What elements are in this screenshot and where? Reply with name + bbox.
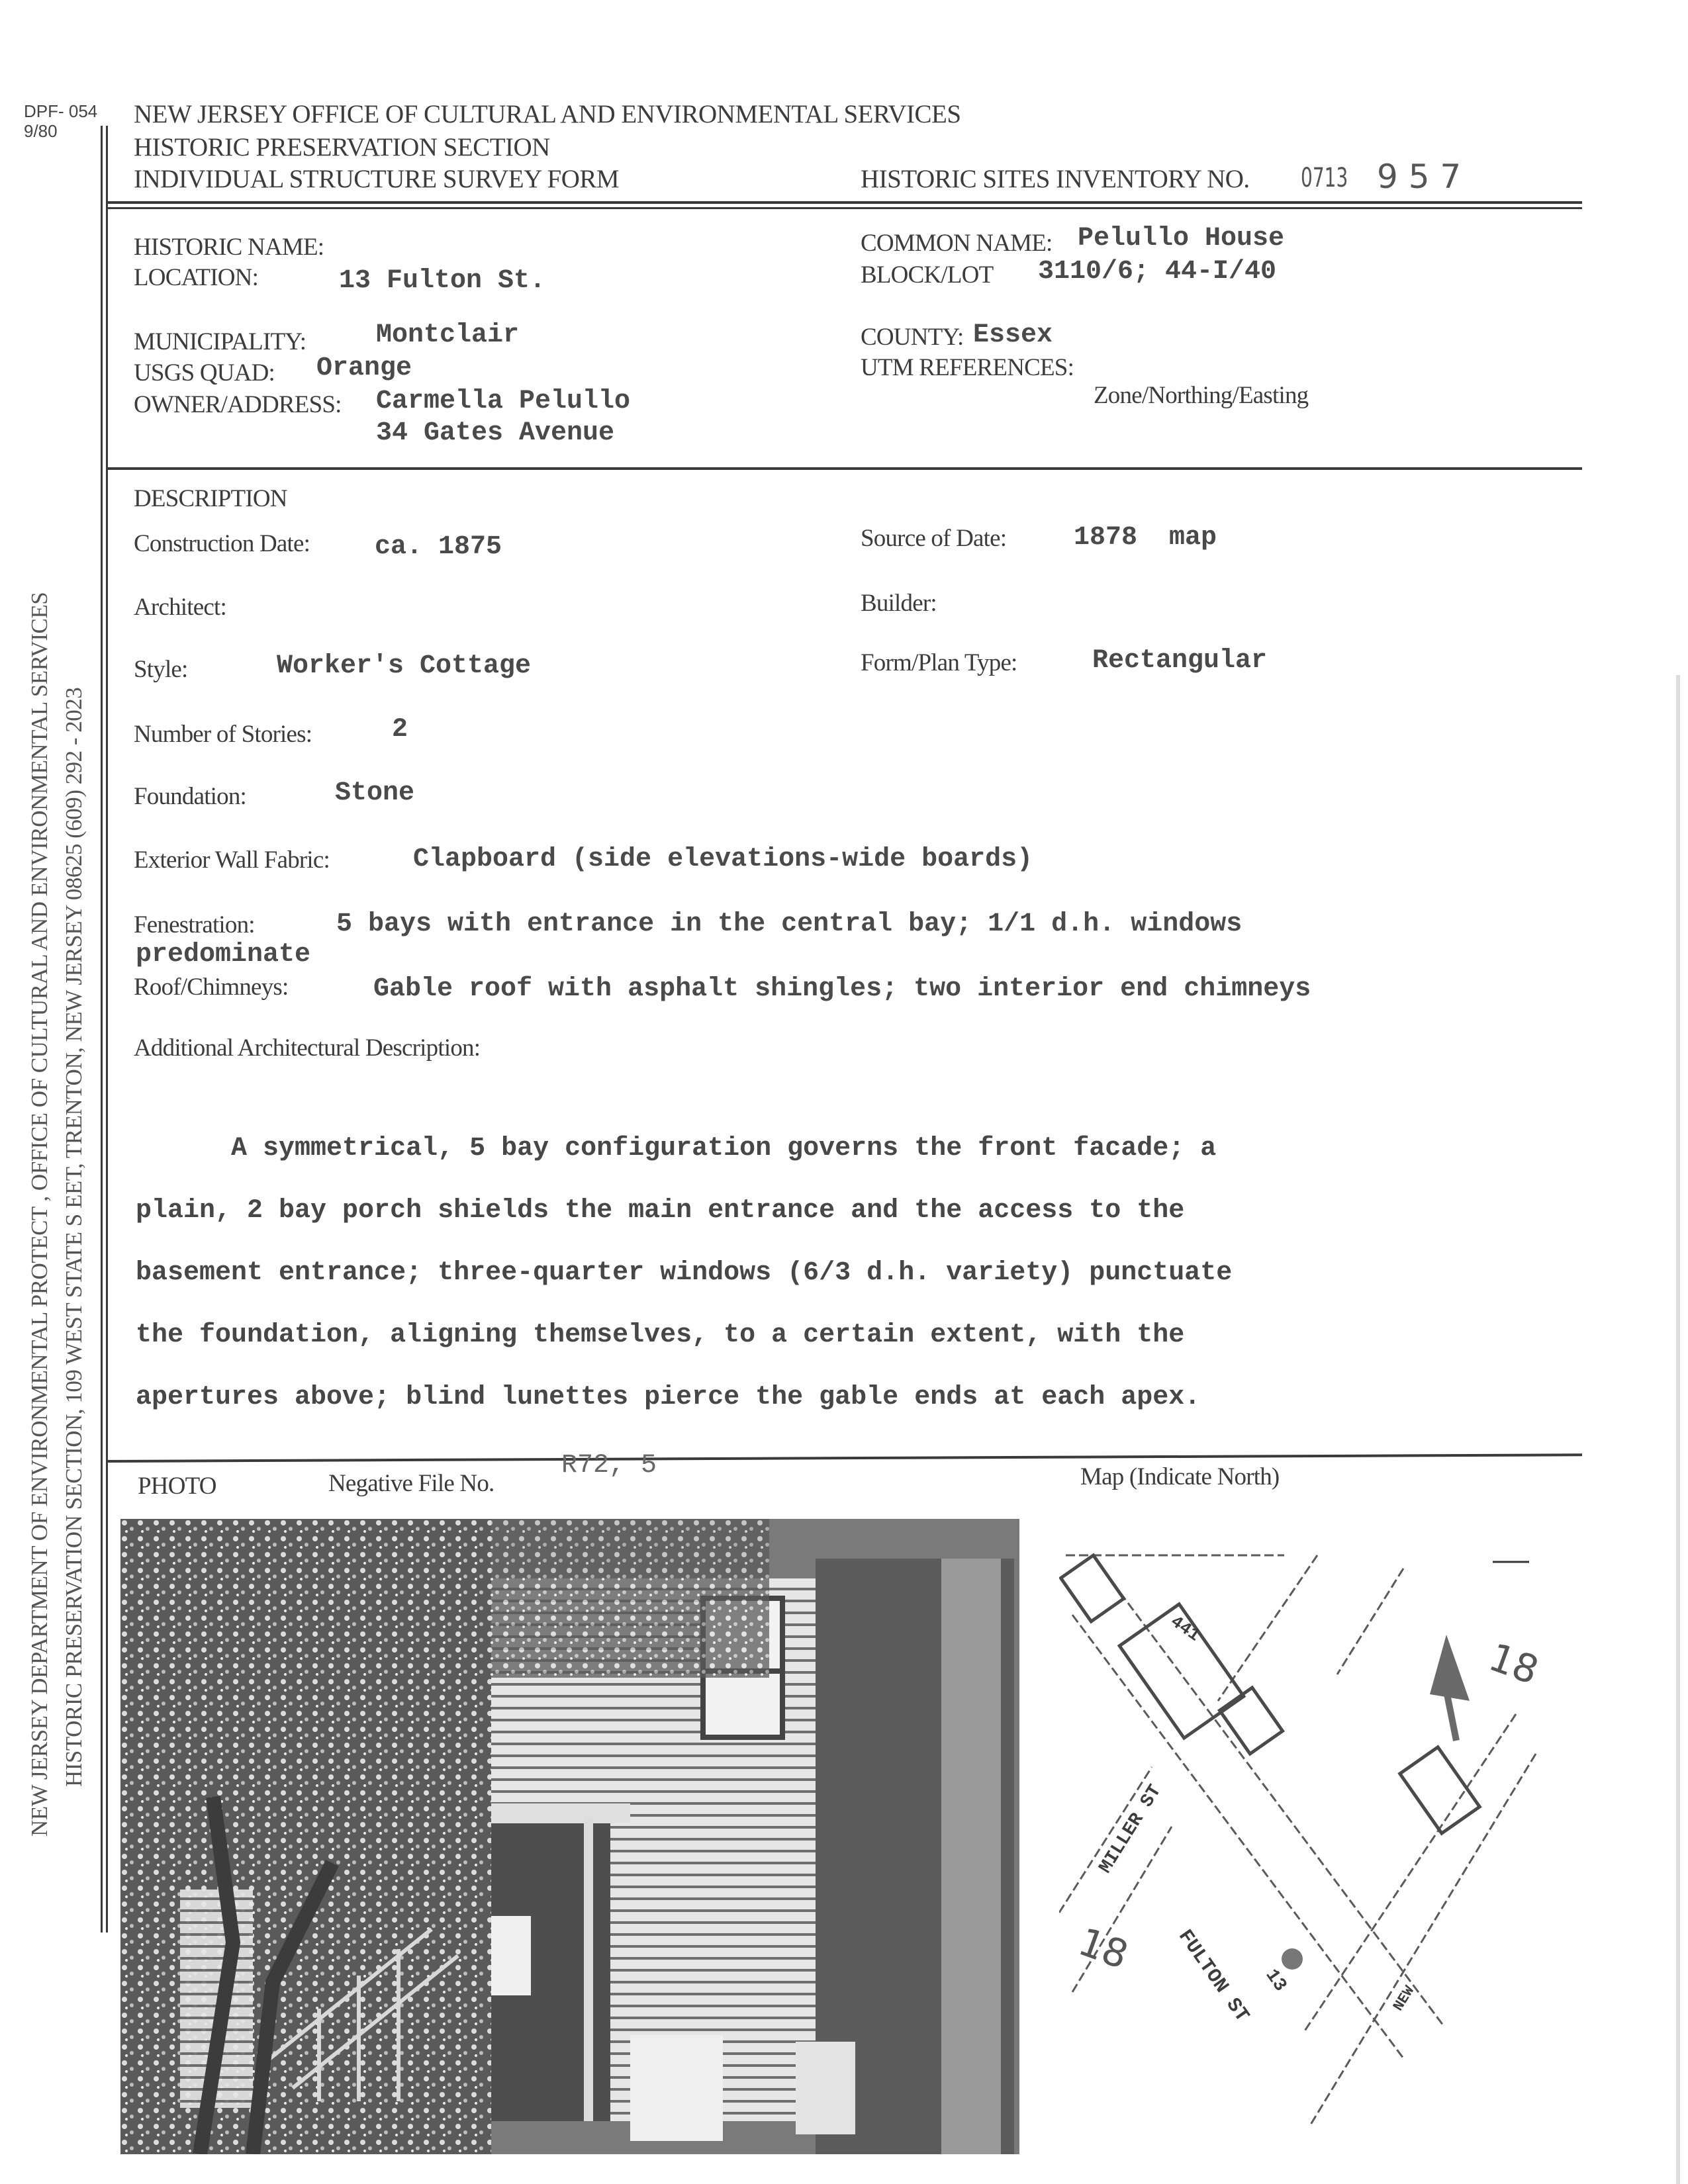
additional-description-label: Additional Architectural Description:: [134, 1034, 481, 1062]
stories-value: 2: [392, 715, 408, 745]
utm-label: UTM REFERENCES:: [861, 354, 1074, 381]
description-heading: DESCRIPTION: [134, 485, 287, 512]
house-photo: [120, 1519, 1019, 2154]
common-name-label: COMMON NAME:: [861, 230, 1053, 257]
miller-st-edge: [1059, 1767, 1152, 1913]
location-label: LOCATION:: [134, 264, 259, 291]
header-rule-1: [106, 201, 1582, 204]
building-footprint: [1060, 1555, 1123, 1621]
location-value: 13 Fulton St.: [339, 266, 546, 296]
agency-title: NEW JERSEY OFFICE OF CULTURAL AND ENVIRONMENTAL SERVICES: [134, 100, 961, 128]
block-lot-value: 3110/6; 44-I/40: [1038, 257, 1277, 287]
construction-date-label: Construction Date:: [134, 530, 310, 557]
description-rule: [106, 467, 1582, 470]
side-text-address: HISTORIC PRESERVATION SECTION, 109 WEST STATE S EET, TRENTON, NEW JERSEY 08625 (609) 292 - 2023: [61, 687, 87, 1787]
form-plan-value: Rectangular: [1092, 646, 1268, 676]
map-label-lot-number: 441: [1166, 1612, 1204, 1646]
county-label: COUNTY:: [861, 324, 964, 351]
foundation-label: Foundation:: [134, 783, 247, 810]
wall-fabric-value: Clapboard (side elevations-wide boards): [413, 844, 1033, 874]
utm-subheading: Zone/Northing/Easting: [1094, 382, 1309, 409]
roof-value: Gable roof with asphalt shingles; two interior end chimneys: [373, 974, 1311, 1004]
scan-edge: [1676, 675, 1680, 2184]
wall-fabric-label: Exterior Wall Fabric:: [134, 846, 330, 874]
house-photo-image: [120, 1519, 1019, 2154]
left-border-inner: [106, 126, 108, 1933]
basement-window: [630, 2035, 723, 2141]
left-border-outer: [101, 126, 103, 1933]
historic-name-label: HISTORIC NAME:: [134, 234, 324, 261]
map-label-house-number: 13: [1260, 1966, 1291, 1996]
photo-label: PHOTO: [138, 1473, 216, 1500]
porch-column: [584, 1817, 593, 2121]
inventory-label: HISTORIC SITES INVENTORY NO.: [861, 165, 1250, 193]
map-label-miller-st: MILLER ST: [1096, 1781, 1166, 1878]
source-of-date-value: 1878 map: [1074, 523, 1217, 553]
roof-label: Roof/Chimneys:: [134, 974, 289, 1001]
stories-label: Number of Stories:: [134, 721, 312, 748]
site-map: [1059, 1542, 1562, 2151]
map-sheet-number-bottom: 18: [1072, 1919, 1135, 1978]
inventory-number-prefix: 0713: [1301, 163, 1348, 193]
owner-name: Carmella Pelullo: [376, 387, 631, 416]
builder-label: Builder:: [861, 590, 937, 617]
common-name-value: Pelullo House: [1078, 224, 1285, 253]
header-rule-2: [106, 207, 1582, 209]
map-label-new-st: NEW: [1390, 1983, 1419, 2015]
additional-description-text: [136, 1102, 1539, 1444]
description-line: basement entrance; three-quarter windows (6/3 d.h. variety) punctuate: [136, 1258, 1233, 1288]
map-sheet-number-top: 18: [1483, 1634, 1545, 1694]
county-value: Essex: [973, 320, 1053, 350]
architect-label: Architect:: [134, 594, 226, 621]
style-label: Style:: [134, 656, 188, 683]
lot-line: [1337, 1569, 1403, 1674]
source-of-date-label: Source of Date:: [861, 525, 1007, 552]
usgs-quad-value: Orange: [316, 353, 412, 383]
municipality-label: MUNICIPALITY:: [134, 328, 306, 355]
negative-file-number: R72, 5: [561, 1451, 657, 1480]
hydrant-symbol: [1282, 1948, 1303, 1970]
fenestration-value-line1: 5 bays with entrance in the central bay; 1/1 d.h. windows: [336, 909, 1243, 939]
owner-label: OWNER/ADDRESS:: [134, 391, 342, 418]
style-value: Worker's Cottage: [277, 651, 532, 681]
section-title: HISTORIC PRESERVATION SECTION: [134, 133, 550, 161]
new-st-edge: [1304, 1714, 1516, 2032]
inventory-number-suffix: 9 5 7: [1377, 158, 1462, 196]
building-footprint-subject: [1400, 1747, 1479, 1833]
description-line: the foundation, aligning themselves, to a certain extent, with the: [136, 1320, 1185, 1350]
municipality-value: Montclair: [376, 320, 520, 350]
description-line: apertures above; blind lunettes pierce the gable ends at each apex.: [136, 1383, 1201, 1412]
building-footprint: [1219, 1688, 1282, 1754]
map-label-fulton-st: FULTON ST: [1173, 1926, 1253, 2027]
description-line: A symmetrical, 5 bay configuration governs the front facade; a: [136, 1134, 1217, 1163]
side-text-agency: NEW JERSEY DEPARTMENT OF ENVIRONMENTAL PROTECT , OFFICE OF CULTURAL AND ENVIRONMENTAL SERVICES: [26, 592, 52, 1837]
fenestration-label: Fenestration:: [134, 911, 255, 938]
form-code: DPF- 054: [24, 101, 98, 121]
block-lot-label: BLOCK/LOT: [861, 261, 994, 289]
negative-file-label: Negative File No.: [328, 1470, 494, 1497]
form-revision: 9/80: [24, 121, 58, 141]
photo-section-rule: [106, 1453, 1582, 1463]
fenestration-value-line2: predominate: [136, 940, 311, 970]
description-line: plain, 2 bay porch shields the main entrance and the access to the: [136, 1196, 1185, 1226]
fulton-st-edge: [1112, 1582, 1443, 2025]
map-label: Map (Indicate North): [1080, 1463, 1280, 1490]
owner-address: 34 Gates Avenue: [376, 418, 615, 448]
site-map-drawing: [1059, 1542, 1562, 2151]
construction-date-value: ca. 1875: [375, 532, 502, 562]
form-title: INDIVIDUAL STRUCTURE SURVEY FORM: [134, 165, 620, 193]
foundation-value: Stone: [335, 778, 415, 808]
form-plan-label: Form/Plan Type:: [861, 649, 1017, 676]
usgs-quad-label: USGS QUAD:: [134, 359, 275, 387]
